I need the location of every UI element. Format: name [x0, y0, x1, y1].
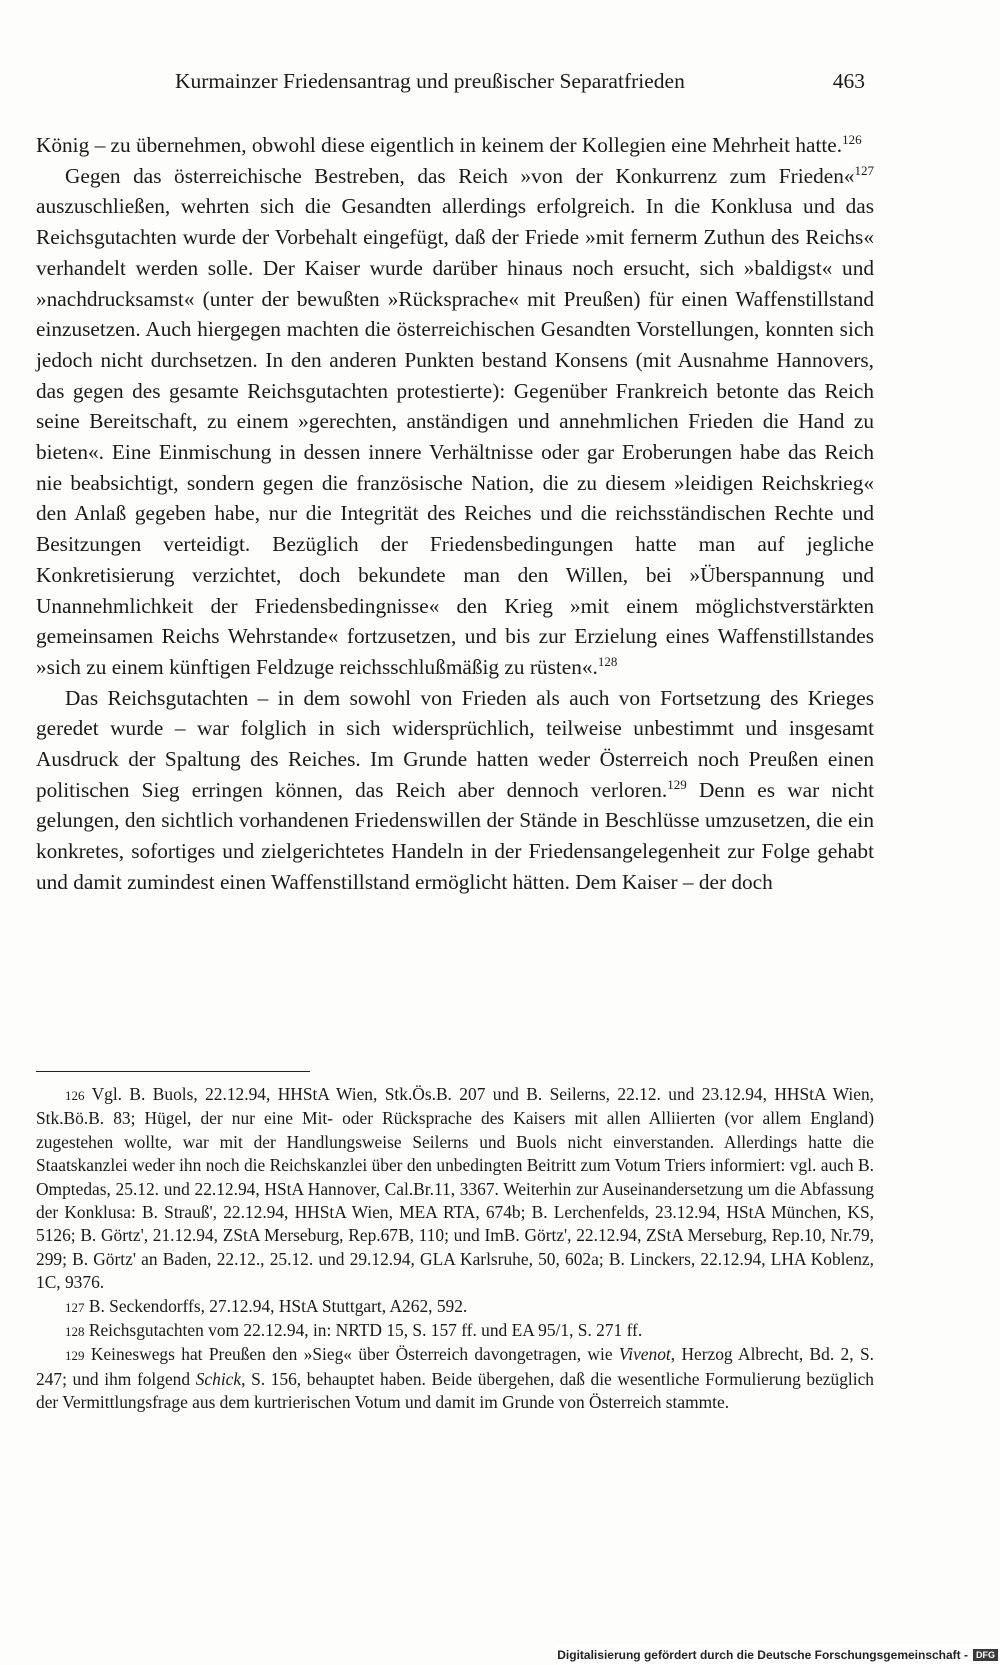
footnote	[36, 1295, 874, 1319]
text-run: , Herzog Albrecht, Bd. 2, S. 247; und ihm folgend	[36, 1344, 874, 1389]
footnote	[36, 1083, 874, 1295]
footnote-number: 127	[65, 1299, 85, 1315]
text-run: König – zu übernehmen, obwohl diese eigentlich in keinem der Kollegien eine Mehrheit hatte.	[36, 133, 843, 157]
text-run: Vgl. B. Buols, 22.12.94, HHStA Wien, Stk.Ös.B. 207 und B. Seilerns, 22.12. und 23.12.94, HHStA Wien, Stk.Bö.B. 83; Hügel, der nur eine Mit- oder Rücksprache des Kaisers mit allen Alliierten (vor allem England) zugestehen wollte, war mit der Handlungsweise Seilerns und Buols nicht einverstanden. Allerdings hatte die Staatskanzlei weder ihn noch die Reichskanzlei über den unbedingten Beitritt zum Votum Triers informiert: vgl. auch B. Omptedas, 25.12. und 22.12.94, HStA Hannover, Cal.Br.11, 3367. Weiterhin zur Auseinandersetzung um die Abfassung der Konklusa: B. Strauß', 22.12.94, HHStA Wien, MEA RTA, 674b; B. Lerchenfelds, 23.12.94, HStA München, KS, 5126; B. Görtz', 21.12.94, ZStA Merseburg, Rep.67B, 110; und ImB. Görtz', 22.12.94, ZStA Merseburg, Rep.10, Nr.79, 299; B. Görtz' an Baden, 22.12., 25.12. und 29.12.94, GLA Karlsruhe, 50, 602a; B. Linckers, 22.12.94, LHA Koblenz, 1C, 9376.	[36, 1084, 874, 1293]
footnote-marker: 128	[597, 653, 618, 669]
running-title: Kurmainzer Friedensantrag und preußischer Separatfrieden	[175, 69, 685, 93]
page-number: 463	[832, 69, 865, 93]
footnotes	[36, 1083, 874, 1415]
text-run: Gegen das österreichische Bestreben, das Reich »von der Konkurrenz zum Frieden«	[65, 163, 855, 188]
text-run: Reichsgutachten vom 22.12.94, in: NRTD 15, S. 157 ff. und EA 95/1, S. 271 ff.	[88, 1320, 643, 1341]
footnote-number: 128	[65, 1324, 85, 1340]
digitization-footer	[557, 1644, 1000, 1665]
text-run: Keineswegs hat Preußen den »Sieg« über Österreich davongetragen, wie	[90, 1344, 619, 1365]
text-run: B. Seckendorffs, 27.12.94, HStA Stuttgart, A262, 592.	[88, 1295, 468, 1316]
body-text	[36, 130, 874, 898]
footnote-marker: 129	[667, 776, 687, 792]
footnote-number: 129	[65, 1348, 85, 1364]
text-run: Das Reichsgutachten – in dem sowohl von Frieden als auch von Fortsetzung des Krieges geredet wurde – war folglich in sich widersprüchlich, teilweise unbestimmt und insgesamt Ausdruck der Spaltung des Reiches. Im Grunde hatten weder Österreich noch Preußen einen politischen Sieg erringen können, das Reich aber dennoch verloren.	[36, 685, 874, 802]
footnote-marker: 127	[854, 162, 874, 178]
paragraph	[36, 130, 874, 161]
text-run: auszuschließen, wehrten sich die Gesandten allerdings erfolgreich. In die Konklusa und das Reichsgutachten wurde der Vorbehalt eingefügt, daß der Friede »mit fernerm Zuthun des Reichs« verhandelt werden solle. Der Kaiser wurde darüber hinaus noch ersucht, sich »baldigst« und »nachdrucksamst« (unter der bewußten »Rücksprache« mit Preußen) für einen Waffenstillstand einzusetzen. Auch hiergegen machten die österreichischen Gesandten Vorstellungen, konnten sich jedoch nicht durchsetzen. In den anderen Punkten bestand Konsens (mit Ausnahme Hannovers, das gegen des gesamte Reichsgutachten protestierte): Gegenüber Frankreich betonte das Reich seine Bereitschaft, zu einem »gerechten, anständigen und annehmlichen Frieden die Hand zu bieten«. Eine Einmischung in dessen innere Verhältnisse oder gar Eroberungen habe das Reich nie beabsichtigt, sondern gegen die französische Nation, die zu diesem »leidigen Reichskrieg« den Anlaß gegeben habe, nur die Integrität des Reiches und die reichsständischen Rechte und Besitzungen verteidigt. Bezüglich der Friedensbedingungen hatte man auf jegliche Konkretisierung verzichtet, doch bekundete man den Willen, bei »Überspannung und Unannehmlichkeit der Friedensbedingnisse« den Krieg »mit einem möglichstverstärkten gemeinsamen Reichs Wehrstande« fortzusetzen, und bis zur Erzielung eines Waffenstillstandes »sich zu einem künftigen Feldzuge reichsschlußmäßig zu rüsten«.	[36, 194, 874, 679]
footnote-number: 126	[65, 1088, 85, 1103]
footnote	[36, 1343, 874, 1414]
dfg-logo: DFG	[973, 1649, 998, 1661]
italic-text: Vivenot	[618, 1344, 671, 1365]
paragraph	[36, 161, 874, 683]
text-run: , S. 156, behauptet haben. Beide übergehen, daß die wesentliche Formulierung bezüglich der Vermittlungsfrage aus dem kurtrierischen Votum und damit im Grunde von Österreich stammte.	[36, 1368, 874, 1413]
footer-credit: Digitalisierung gefördert durch die Deutsche Forschungsgemeinschaft -	[557, 1647, 968, 1662]
footnote	[36, 1319, 874, 1343]
footnote-marker: 126	[842, 132, 862, 147]
footnote-divider	[36, 1071, 310, 1072]
text-run: Denn es war nicht gelungen, den sichtlich vorhandenen Friedenswillen der Stände in Beschlüsse umzusetzen, die ein konkretes, sofortiges und zielgerichtetes Handeln in der Friedensangelegenheit zur Folge gehabt und damit zumindest einen Waffenstillstand ermöglicht hätten. Dem Kaiser – der doch	[36, 777, 874, 894]
paragraph	[36, 683, 874, 898]
italic-text: Schick	[195, 1368, 242, 1389]
